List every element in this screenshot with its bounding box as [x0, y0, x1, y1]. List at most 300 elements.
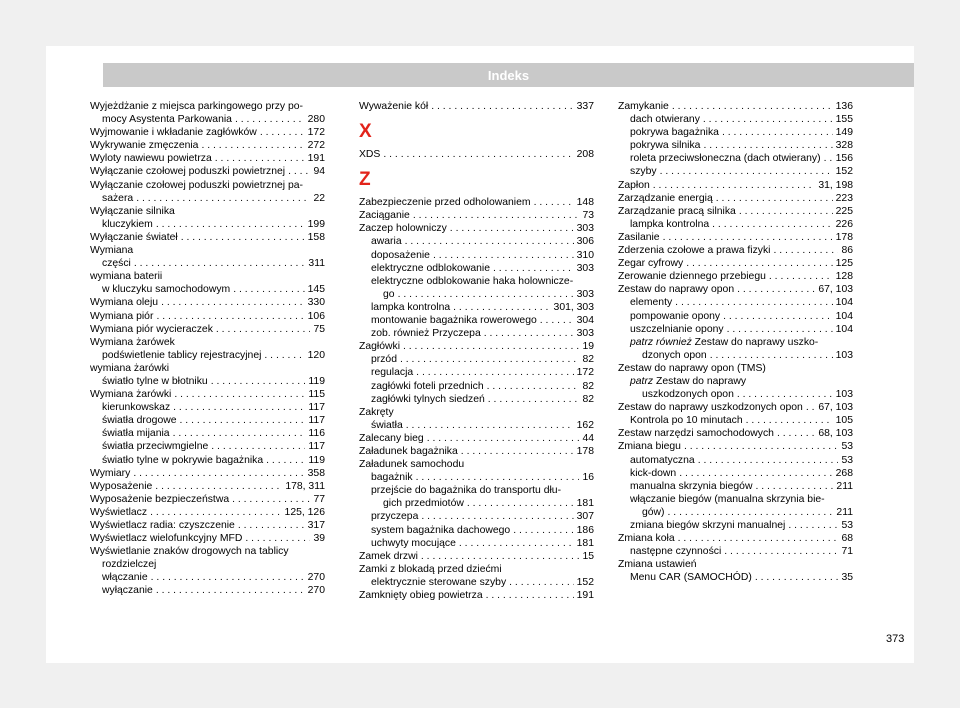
- dot-leader: [133, 467, 304, 480]
- entry-text: [90, 231, 178, 244]
- index-line: [371, 524, 594, 537]
- index-column-2: [359, 100, 594, 602]
- entry-text: [90, 179, 325, 192]
- index-line: [371, 380, 594, 393]
- dot-leader: [769, 270, 833, 283]
- entry-text: [359, 563, 594, 576]
- entry-page-ref: 44: [582, 432, 594, 444]
- dot-leader: [467, 497, 574, 510]
- entry-label: elementy: [630, 297, 673, 309]
- index-line: [371, 419, 594, 432]
- entry-page-ref: 31, 198: [818, 179, 853, 191]
- index-line: [630, 126, 853, 139]
- index-line: [630, 113, 853, 126]
- index-line: [359, 550, 594, 563]
- index-subentry: [618, 493, 853, 519]
- entry-text: [630, 414, 743, 427]
- entry-label: automatyczna: [630, 454, 695, 466]
- entry-text: [642, 349, 707, 362]
- entry-label: regulacja: [371, 367, 414, 379]
- dot-leader: [174, 388, 305, 401]
- index-subentry: [618, 336, 853, 362]
- entry-page-ref: 15: [582, 550, 594, 562]
- index-line: [102, 427, 325, 440]
- index-line: [102, 440, 325, 453]
- index-entry: [618, 192, 853, 205]
- index-line: [630, 480, 853, 493]
- index-entry: [359, 222, 594, 235]
- entry-text: [102, 427, 170, 440]
- entry-page-ref: 82: [582, 380, 594, 392]
- entry-text: [630, 454, 695, 467]
- entry-page-ref: 155: [835, 114, 853, 126]
- dot-leader: [486, 589, 574, 602]
- entry-label: sażera: [102, 192, 134, 204]
- dot-leader: [493, 262, 574, 275]
- entry-text: [630, 375, 853, 388]
- index-entry: [90, 152, 325, 165]
- page-number: 373: [886, 633, 905, 645]
- entry-page-ref: 149: [835, 127, 853, 139]
- index-subentry: [618, 113, 853, 126]
- entry-label: Zerowanie dziennego przebiegu: [618, 271, 766, 283]
- index-subentry: [618, 152, 853, 165]
- index-entry: [90, 388, 325, 401]
- entry-label: Zaciąganie: [359, 210, 410, 222]
- page-header: [103, 63, 914, 87]
- entry-page-ref: 156: [835, 153, 853, 165]
- index-subentry: [618, 545, 853, 558]
- entry-page-ref: 22: [313, 192, 325, 204]
- entry-label: awaria: [371, 236, 402, 248]
- entry-text: [90, 126, 257, 139]
- entry-text: [359, 445, 458, 458]
- index-line: [630, 519, 853, 532]
- index-entry: [90, 336, 325, 349]
- index-subentry: [618, 414, 853, 427]
- entry-label: zob. również Przyczepa: [371, 328, 481, 340]
- entry-label: mocy Asystenta Parkowania: [102, 114, 232, 126]
- entry-page-ref: 119: [308, 375, 325, 387]
- entry-text: [102, 571, 148, 584]
- entry-text: [90, 336, 325, 349]
- entry-text: [371, 262, 490, 275]
- dot-leader: [233, 283, 304, 296]
- index-line: [371, 314, 594, 327]
- entry-text: [371, 393, 485, 406]
- entry-label: Wymiana żarówek: [90, 336, 175, 348]
- index-entry: [90, 126, 325, 139]
- entry-label: Wyświetlacz: [90, 506, 148, 518]
- index-subentry: [618, 467, 853, 480]
- index-line: [102, 349, 325, 362]
- entry-label: manualna skrzynia biegów: [630, 480, 753, 492]
- index-line: [618, 257, 853, 270]
- index-entry: [618, 401, 853, 414]
- dot-leader: [724, 545, 838, 558]
- entry-text: [90, 165, 286, 178]
- index-line: [630, 152, 853, 165]
- index-line: [90, 231, 325, 244]
- index-entry: [90, 532, 325, 545]
- entry-page-ref: 178: [576, 445, 594, 457]
- entry-page-ref: 82: [582, 354, 594, 366]
- entry-text: [630, 519, 786, 532]
- index-line: [102, 454, 325, 467]
- entry-page-ref: 307: [576, 511, 594, 523]
- index-line: [618, 283, 853, 296]
- entry-label: światła przeciwmgielne: [102, 441, 209, 453]
- index-line: [642, 506, 853, 519]
- entry-label: przód: [371, 354, 397, 366]
- entry-text: [102, 113, 232, 126]
- dot-leader: [173, 401, 305, 414]
- entry-text: [90, 467, 131, 480]
- entry-page-ref: 104: [835, 310, 853, 322]
- index-line: [90, 323, 325, 336]
- entry-label: w kluczyku samochodowym: [102, 284, 231, 296]
- index-entry: [618, 205, 853, 218]
- dot-leader: [156, 310, 304, 323]
- entry-text: [90, 362, 325, 375]
- entry-page-ref: 117: [308, 441, 325, 453]
- entry-label: Zabezpieczenie przed odholowaniem: [359, 197, 531, 209]
- index-line: [642, 349, 853, 362]
- entry-label: XDS: [359, 149, 381, 161]
- entry-page-ref: 211: [836, 506, 853, 518]
- index-line: [630, 545, 853, 558]
- index-subentry: [90, 257, 325, 270]
- index-line: [630, 165, 853, 178]
- index-entry: [90, 100, 325, 126]
- entry-text: [642, 506, 665, 519]
- index-entry: [90, 205, 325, 218]
- entry-label: Wymiary: [90, 467, 131, 479]
- dot-leader: [679, 467, 832, 480]
- dot-leader: [403, 340, 579, 353]
- entry-text: [359, 432, 424, 445]
- entry-text: [90, 270, 325, 283]
- index-line: [383, 288, 594, 301]
- index-line: [630, 139, 853, 152]
- entry-text: [630, 113, 700, 126]
- index-line: [102, 571, 325, 584]
- entry-label: Wyjeżdżanie z miejsca parkingowego przy po-: [90, 101, 304, 112]
- index-line: [90, 165, 325, 178]
- dot-leader: [755, 571, 839, 584]
- dot-leader: [260, 126, 305, 139]
- index-line: [90, 493, 325, 506]
- entry-label: Zmiana biegu: [618, 441, 681, 453]
- index-line: [371, 366, 594, 379]
- entry-text: [630, 126, 719, 139]
- index-entry: [359, 550, 594, 563]
- index-line: [359, 148, 594, 161]
- entry-label: Zamykanie: [618, 101, 669, 112]
- dot-leader: [777, 427, 815, 440]
- entry-page-ref: 303: [576, 262, 594, 274]
- index-entry: [90, 493, 325, 506]
- entry-text: [383, 497, 464, 510]
- index-line: [90, 519, 325, 532]
- entry-page-ref: 303: [576, 288, 594, 300]
- entry-text: [618, 179, 650, 192]
- entry-page-ref: 53: [841, 441, 853, 453]
- entry-text: [618, 440, 681, 453]
- index-subentry: [90, 218, 325, 231]
- dot-leader: [150, 506, 281, 519]
- dot-leader: [383, 148, 573, 161]
- dot-leader: [540, 314, 574, 327]
- entry-page-ref: 226: [835, 218, 853, 230]
- entry-text: [359, 340, 400, 353]
- dot-leader: [727, 323, 833, 336]
- index-subentry: [618, 519, 853, 532]
- index-line: [630, 571, 853, 584]
- entry-text: [359, 589, 483, 602]
- entry-label: Zakręty: [359, 406, 394, 418]
- dot-leader: [216, 323, 311, 336]
- index-entry: [618, 270, 853, 283]
- index-subentry: [359, 327, 594, 340]
- entry-page-ref: 191: [576, 590, 594, 601]
- entry-label: Zderzenia czołowe a prawa fizyki: [618, 245, 771, 257]
- index-entry: [618, 532, 853, 545]
- index-line: [90, 310, 325, 323]
- entry-text: [90, 139, 199, 152]
- index-entry: [90, 179, 325, 205]
- index-entry: [90, 519, 325, 532]
- entry-label: Zestaw do naprawy opon: [618, 284, 735, 296]
- entry-text: [618, 231, 660, 244]
- index-subentry: [618, 480, 853, 493]
- entry-text: [90, 310, 154, 323]
- entry-label: Zagłówki: [359, 341, 400, 353]
- entry-text: [371, 249, 430, 262]
- index-subentry: [90, 584, 325, 597]
- entry-page-ref: 178, 311: [285, 480, 325, 492]
- entry-page-ref: 152: [576, 576, 594, 588]
- index-entry: [90, 270, 325, 283]
- entry-continuation: rozdzielczej: [102, 559, 157, 571]
- index-line: [630, 218, 853, 231]
- entry-label: Wykrywanie zmęczenia: [90, 140, 199, 152]
- index-entry: [618, 427, 853, 440]
- entry-text: [618, 427, 774, 440]
- entry-label: gów): [642, 506, 665, 518]
- entry-text: [618, 362, 853, 375]
- index-entry: [90, 506, 325, 519]
- index-line: [102, 414, 325, 427]
- index-line: [618, 427, 853, 440]
- entry-label: bagażnik: [371, 472, 413, 484]
- index-page: [46, 46, 914, 663]
- dot-leader: [181, 231, 305, 244]
- index-line: [102, 257, 325, 270]
- entry-page-ref: 86: [841, 245, 853, 257]
- dot-leader: [534, 196, 574, 209]
- entry-continuation: [642, 349, 853, 362]
- entry-page-ref: 68: [841, 533, 853, 545]
- entry-page-ref: 330: [307, 297, 325, 309]
- entry-text: [371, 484, 594, 497]
- entry-text: [90, 205, 325, 218]
- dot-leader: [755, 480, 833, 493]
- entry-page-ref: 303: [576, 328, 594, 340]
- entry-page-ref: 104: [835, 323, 853, 335]
- entry-text: [642, 388, 734, 401]
- index-line: [371, 537, 594, 550]
- entry-text: [90, 100, 325, 113]
- dot-leader: [722, 126, 833, 139]
- entry-text: [102, 440, 209, 453]
- index-line: [90, 467, 325, 480]
- index-line: [371, 249, 594, 262]
- entry-label: kierunkowskaz: [102, 402, 171, 414]
- entry-label: Załadunek bagażnika: [359, 445, 458, 457]
- entry-text: [371, 419, 403, 432]
- entry-label: Zalecany bieg: [359, 432, 424, 444]
- dot-leader: [215, 152, 305, 165]
- entry-page-ref: 73: [582, 210, 594, 222]
- entry-text: [359, 196, 531, 209]
- index-subentry: [618, 218, 853, 231]
- index-entry: [90, 323, 325, 336]
- index-entry: [90, 310, 325, 323]
- entry-page-ref: 19: [582, 341, 594, 353]
- dot-leader: [405, 235, 574, 248]
- dot-leader: [461, 445, 574, 458]
- entry-page-ref: 35: [841, 572, 853, 584]
- dot-leader: [201, 139, 304, 152]
- index-subentry: [359, 419, 594, 432]
- entry-text: [371, 327, 481, 340]
- entry-label: Wymiana żarówki: [90, 389, 172, 401]
- index-line: [618, 270, 853, 283]
- dot-leader: [703, 113, 833, 126]
- index-subentry: [618, 323, 853, 336]
- entry-label: Wyświetlacz radia: czyszczenie: [90, 520, 235, 531]
- index-line: [371, 301, 594, 314]
- index-entry: [618, 362, 853, 375]
- dot-leader: [513, 524, 573, 537]
- dot-leader: [156, 584, 305, 597]
- entry-text: [102, 349, 262, 362]
- index-line: [371, 471, 594, 484]
- entry-text: [630, 493, 853, 506]
- entry-label: Wyłączanie silnika: [90, 205, 175, 217]
- index-line: [102, 283, 325, 296]
- index-line: [90, 388, 325, 401]
- entry-page-ref: 301, 303: [553, 301, 594, 313]
- entry-text: [371, 366, 414, 379]
- index-subentry: [90, 454, 325, 467]
- entry-text: [630, 310, 721, 323]
- index-subentry: [359, 262, 594, 275]
- index-line: [359, 445, 594, 458]
- entry-text: [90, 388, 172, 401]
- dot-leader: [773, 244, 838, 257]
- dot-leader: [134, 257, 306, 270]
- index-line: [359, 100, 594, 113]
- entry-continuation: [383, 497, 594, 510]
- entry-text: [630, 467, 677, 480]
- dot-leader: [668, 506, 834, 519]
- entry-continuation: [642, 388, 853, 401]
- index-column-3: [618, 100, 853, 584]
- index-subentry: [90, 349, 325, 362]
- entry-text: [90, 506, 148, 519]
- index-entry: [90, 296, 325, 309]
- index-line: [359, 589, 594, 602]
- index-line: [630, 467, 853, 480]
- index-group-x: [359, 148, 594, 161]
- dot-leader: [716, 192, 833, 205]
- entry-page-ref: 306: [576, 236, 594, 248]
- entry-label: dzonych opon: [642, 349, 707, 361]
- entry-label: Zasilanie: [618, 231, 660, 243]
- entry-page-ref: 158: [307, 231, 325, 243]
- entry-page-ref: 191: [307, 153, 325, 165]
- entry-label: uszczelnianie opony: [630, 323, 724, 335]
- entry-page-ref: 272: [307, 140, 325, 152]
- entry-page-ref: 39: [313, 533, 325, 545]
- entry-page-ref: 145: [307, 284, 325, 296]
- entry-text: [102, 218, 153, 231]
- entry-text: [359, 458, 594, 471]
- dot-leader: [739, 205, 833, 218]
- dot-leader: [453, 301, 550, 314]
- index-entry: [359, 100, 594, 113]
- entry-text: [630, 296, 673, 309]
- entry-text: [630, 571, 752, 584]
- entry-text: [371, 471, 413, 484]
- index-subentry: [90, 375, 325, 388]
- entry-label: Wyłączanie świateł: [90, 231, 178, 243]
- entry-page-ref: 328: [835, 140, 853, 152]
- index-subentry: [359, 537, 594, 550]
- entry-text: [371, 576, 507, 589]
- entry-text: [90, 493, 230, 506]
- entry-label: światło tylne w pokrywie bagażnika: [102, 454, 264, 466]
- entry-label: światła: [371, 419, 403, 431]
- entry-page-ref: 103: [835, 349, 853, 361]
- index-line: [618, 192, 853, 205]
- index-subentry: [359, 249, 594, 262]
- index-line: [90, 506, 325, 519]
- dot-leader: [737, 283, 815, 296]
- dot-leader: [488, 393, 580, 406]
- entry-page-ref: 199: [307, 218, 325, 230]
- index-entry: [618, 231, 853, 244]
- entry-page-ref: 53: [841, 520, 853, 531]
- index-entry: [359, 563, 594, 576]
- index-line: [371, 327, 594, 340]
- index-entry: [359, 196, 594, 209]
- entry-text: [618, 283, 735, 296]
- entry-label: roleta przeciwsłoneczna (dach otwierany): [630, 153, 821, 165]
- index-subentry: [359, 353, 594, 366]
- index-entry: [618, 257, 853, 270]
- entry-label: elektryczne odblokowanie: [371, 262, 490, 274]
- entry-label: lampka kontrolna: [371, 301, 451, 313]
- entry-text: [359, 406, 594, 419]
- entry-continuation: [383, 288, 594, 301]
- entry-page-ref: 280: [307, 114, 325, 126]
- entry-label: gich przedmiotów: [383, 498, 464, 510]
- entry-page-ref: 67, 103: [818, 284, 853, 296]
- dot-leader: [737, 388, 833, 401]
